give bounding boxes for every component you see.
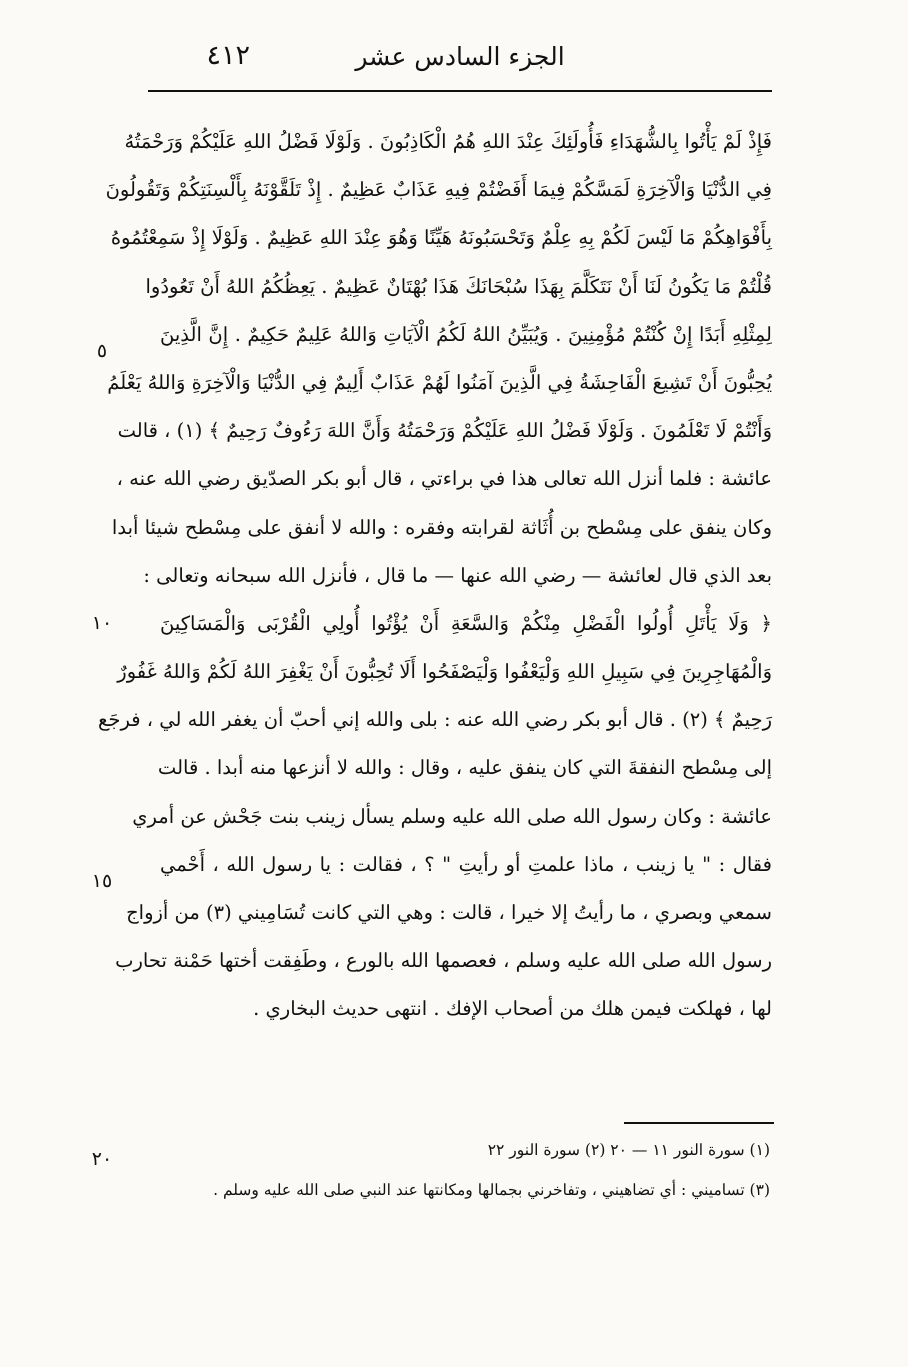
footnote: (٣) تساميني : أي تضاهيني ، وتفاخرني بجمالها ومكانتها عند النبي صلى الله عليه وسلم . (213, 1181, 770, 1199)
text-line: فِي الدُّنْيَا وَالْآخِرَةِ لَمَسَّكُمْ فِيمَا أَفَضْتُمْ فِيهِ عَذَابٌ عَظِيمٌ . إِذْ تَلَقَّوْنَهُ بِأَلْسِنَتِكُمْ وَتَقُولُونَ (105, 178, 772, 202)
running-head: الجزء السادس عشر (355, 42, 565, 71)
line-number-marker: ١٠ (91, 612, 113, 634)
page-number: ٤١٢ (206, 40, 250, 71)
line-number-marker: ٥ (96, 340, 108, 362)
text-line: عائشة : وكان رسول الله صلى الله عليه وسلم يسأل زينب بنت جَحْش عن أمري (132, 804, 772, 828)
text-line: فقال : " يا زينب ، ماذا علمتِ أو رأيتِ " ؟ ، فقالت : يا رسول الله ، أَحْمي (160, 852, 772, 876)
text-line: وَأَنْتُمْ لَا تَعْلَمُونَ . وَلَوْلَا فَضْلُ اللهِ عَلَيْكُمْ وَرَحْمَتُهُ وَأَنَّ اللهَ رَءُوفٌ رَحِيمٌ ﴾ (١) ، قالت (117, 419, 772, 443)
header-rule (148, 90, 772, 92)
footnote-rule (624, 1122, 774, 1124)
text-line: عائشة : فلما أنزل الله تعالى هذا في براءتي ، قال أبو بكر الصدّيق رضي الله عنه ، (116, 467, 772, 491)
text-line: إلى مِسْطح النفقةَ التي كان ينفق عليه ، وقال : والله لا أنزعها منه أبدا . قالت (157, 756, 772, 780)
text-line: وَالْمُهَاجِرِينَ فِي سَبِيلِ اللهِ وَلْيَعْفُوا وَلْيَصْفَحُوا أَلَا تُحِبُّونَ أَنْ يَغْفِرَ اللهُ لَكُمْ وَاللهُ غَفُورٌ (117, 660, 772, 684)
text-line: يُحِبُّونَ أَنْ تَشِيعَ الْفَاحِشَةُ فِي الَّذِينَ آمَنُوا لَهُمْ عَذَابٌ أَلِيمٌ فِي الدُّنْيَا وَالْآخِرَةِ وَاللهُ يَعْلَمُ (107, 370, 772, 394)
footnotes (213, 1130, 770, 1210)
text-line: وكان ينفق على مِسْطح بن أُثَاثة لقرابته وفقره : والله لا أنفق على مِسْطح شيئا أبدا (111, 515, 772, 539)
text-line: بعد الذي قال لعائشة — رضي الله عنها — ما قال ، فأنزل الله سبحانه وتعالى : (143, 563, 772, 587)
text-line: رسول الله صلى الله عليه وسلم ، فعصمها الله بالورع ، وطَفِقت أختها حَمْنة تحارب (115, 949, 772, 973)
text-line: بِأَفْوَاهِكُمْ مَا لَيْسَ لَكُمْ بِهِ عِلْمٌ وَتَحْسَبُونَهُ هَيِّنًا وَهُوَ عِنْدَ اللهِ عَظِيمٌ . وَلَوْلَا إِذْ سَمِعْتُمُوهُ (110, 226, 772, 250)
text-line: قُلْتُمْ مَا يَكُونُ لَنَا أَنْ نَتَكَلَّمَ بِهَذَا سُبْحَانَكَ هَذَا بُهْتَانٌ عَظِيمٌ . يَعِظُكُمُ اللهُ أَنْ تَعُودُوا (145, 274, 772, 298)
text-line: ﴿ وَلَا يَأْتَلِ أُولُوا الْفَضْلِ مِنْكُمْ وَالسَّعَةِ أَنْ يُؤْتُوا أُولِي الْقُرْبَى وَالْمَسَاكِينَ (160, 611, 772, 635)
text-line: رَحِيمٌ ﴾ (٢) . قال أبو بكر رضي الله عنه : بلى والله إني أحبّ أن يغفر الله لي ، فرجَع (98, 708, 772, 732)
text-line: سمعي وبصري ، ما رأيتُ إلا خيرا ، قالت : وهي التي كانت تُسَامِيني (٣) من أزواج (126, 901, 772, 924)
text-line: فَإِذْ لَمْ يَأْتُوا بِالشُّهَدَاءِ فَأُولَئِكَ عِنْدَ اللهِ هُمُ الْكَاذِبُونَ . وَلَوْلَا فَضْلُ اللهِ عَلَيْكُمْ وَرَحْمَتُهُ (124, 130, 772, 153)
line-number-marker: ١٥ (91, 870, 113, 892)
line-number-marker: ٢٠ (91, 1148, 113, 1170)
text-line: لِمِثْلِهِ أَبَدًا إِنْ كُنْتُمْ مُؤْمِنِينَ . وَيُبَيِّنُ اللهُ لَكُمُ الْآيَاتِ وَاللهُ عَلِيمٌ حَكِيمٌ . إِنَّ الَّذِينَ (160, 322, 772, 346)
text-line: لها ، فهلكت فيمن هلك من أصحاب الإفك . انتهى حديث البخاري . (253, 997, 772, 1021)
footnote: (١) سورة النور ١١ — ٢٠ (٢) سورة النور ٢٢ (487, 1141, 770, 1159)
